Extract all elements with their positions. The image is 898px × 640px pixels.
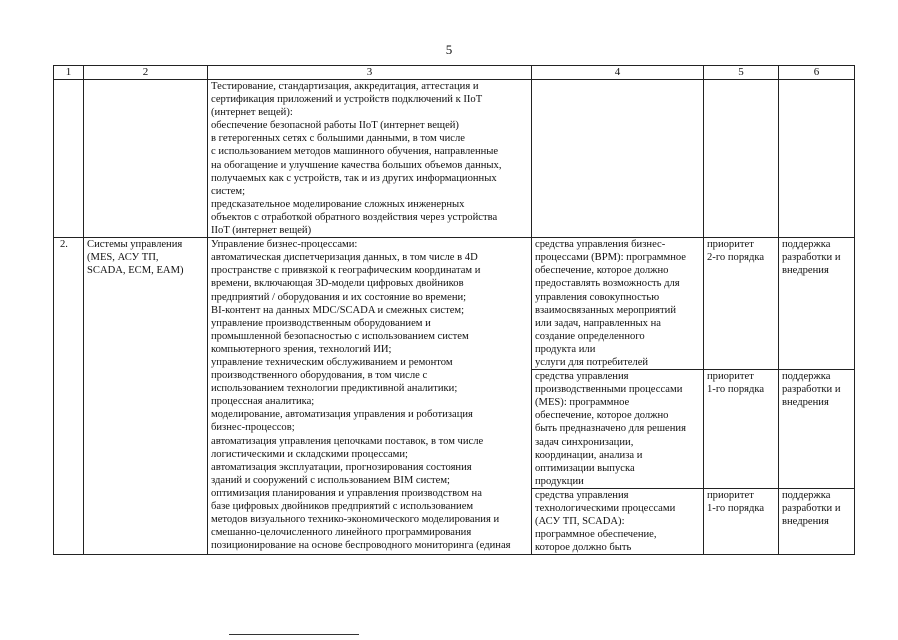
requirements-table xyxy=(53,65,855,555)
text-line: Системы управления xyxy=(87,239,183,251)
text-line: времени, включающая 3D-модели цифровых двойников xyxy=(211,278,464,290)
text-line: систем; xyxy=(211,185,246,197)
text-line: логистическими и складскими процессами; xyxy=(211,448,408,460)
text-line: (MES, АСУ ТП, xyxy=(87,252,159,264)
software-class-scada xyxy=(532,488,704,554)
software-class-bpm xyxy=(532,238,704,370)
text-line: BI-контент на данных MDC/SCADA и смежных систем; xyxy=(211,304,465,316)
cell-empty xyxy=(54,80,84,238)
text-line: взаимосвязанных мероприятий xyxy=(535,304,677,316)
text-line: моделирование, автоматизация управления и роботизация xyxy=(211,409,473,421)
text-line: обеспечение безопасной работы IIoT (интернет вещей) xyxy=(211,120,459,132)
cell-empty xyxy=(532,80,704,238)
text-line: SCADA, ECM, EAM) xyxy=(87,265,184,277)
header-col-5: 5 xyxy=(704,66,779,80)
row-number: 2. xyxy=(54,238,84,555)
cell-empty xyxy=(704,80,779,238)
text-line: производственного оборудования, в том числе с xyxy=(211,370,428,382)
text-line: внедрения xyxy=(782,516,829,528)
text-line: приоритет xyxy=(707,489,754,501)
text-line: производственными процессами xyxy=(535,384,683,396)
text-line: обеспечение, которое должно xyxy=(535,265,669,277)
support-measure-bpm xyxy=(779,238,855,370)
text-line: получаемых как с устройств, так и из других информационных xyxy=(211,172,497,184)
header-col-3: 3 xyxy=(208,66,532,80)
text-line: автоматизация эксплуатации, прогнозирования состояния xyxy=(211,461,472,473)
text-line: (интернет вещей): xyxy=(211,107,293,119)
table-row-continued xyxy=(54,80,855,238)
header-col-1: 1 xyxy=(54,66,84,80)
text-line: средства управления бизнес- xyxy=(535,239,666,251)
text-line: (АСУ ТП, SCADA): xyxy=(535,516,625,528)
support-measure-mes xyxy=(779,370,855,489)
text-line: продукта или xyxy=(535,343,596,355)
text-line: Управление бизнес-процессами: xyxy=(211,239,358,251)
text-line: предоставлять возможность для xyxy=(535,278,680,290)
text-line: 2-го порядка xyxy=(707,252,765,264)
text-line: позиционирование на основе беспроводного мониторинга (единая xyxy=(211,540,511,552)
text-line: поддержка xyxy=(782,239,831,251)
priority-scada xyxy=(704,488,779,554)
cell-empty xyxy=(779,80,855,238)
text-line: методов визуального технико-экономического моделирования и xyxy=(211,514,500,526)
text-line: объектов с отработкой обратного воздействия через устройства xyxy=(211,211,498,223)
text-line: в гетерогенных сетях с большими данными, в том числе xyxy=(211,133,465,145)
header-col-2: 2 xyxy=(84,66,208,80)
text-line: внедрения xyxy=(782,265,829,277)
priority-mes xyxy=(704,370,779,489)
text-line: промышленной безопасностью с использованием систем xyxy=(211,330,469,342)
text-line: поддержка xyxy=(782,489,831,501)
footer-rule xyxy=(229,634,359,635)
text-line: предсказательное моделирование сложных инженерных xyxy=(211,198,465,210)
text-line: оптимизации выпуска xyxy=(535,462,635,474)
text-line: предприятий / оборудования и их состояние во времени; xyxy=(211,291,467,303)
text-line: сертификация приложений и устройств подключений к IIoT xyxy=(211,94,483,106)
text-line: использованием технологии предиктивной аналитики; xyxy=(211,383,458,395)
text-line: услуги для потребителей xyxy=(535,356,649,368)
cell-requirements xyxy=(208,238,532,555)
text-line: разработки и xyxy=(782,384,841,396)
text-line: оптимизация планирования и управления производством на xyxy=(211,487,482,499)
text-line: 1-го порядка xyxy=(707,384,765,396)
text-line: на обогащение и улучшение качества больших объемов данных, xyxy=(211,159,502,171)
text-line: с использованием методов машинного обучения, направленные xyxy=(211,146,499,158)
table-row-2a xyxy=(54,238,855,370)
text-line: задач синхронизации, xyxy=(535,436,634,448)
text-line: управления совокупностью xyxy=(535,291,660,303)
text-line: автоматическая диспетчеризация данных, в том числе в 4D xyxy=(211,252,478,264)
cell-requirements-continued xyxy=(208,80,532,238)
page-number: 5 xyxy=(445,42,453,57)
text-line: быть предназначено для решения xyxy=(535,423,686,435)
text-line: или задач, направленных на xyxy=(535,317,661,329)
text-line: средства управления xyxy=(535,371,629,383)
text-line: управление техническим обслуживанием и ремонтом xyxy=(211,356,453,368)
text-line: технологическими процессами xyxy=(535,503,676,514)
text-line: координации, анализа и xyxy=(535,449,643,461)
text-line: процессная аналитика; xyxy=(211,396,315,408)
text-line: пространстве с привязкой к географическим координатам и xyxy=(211,265,481,277)
text-line: которое должно быть xyxy=(535,542,632,554)
text-line: автоматизация управления цепочками поставок, в том числе xyxy=(211,435,484,447)
text-line: управление производственным оборудованием и xyxy=(211,317,431,329)
text-line: (MES): программное xyxy=(535,397,630,409)
text-line: средства управления xyxy=(535,489,629,501)
text-line: поддержка xyxy=(782,371,831,383)
text-line: приоритет xyxy=(707,239,754,251)
priority-bpm xyxy=(704,238,779,370)
text-line: внедрения xyxy=(782,397,829,409)
text-line: процессами (BPM): программное xyxy=(535,252,686,264)
text-line: разработки и xyxy=(782,503,841,514)
text-line: смешанно-целочисленного линейного программирования xyxy=(211,527,472,539)
text-line: программное обеспечение, xyxy=(535,529,657,541)
text-line: зданий и сооружений с использованием BIM систем; xyxy=(211,474,450,486)
text-line: создание определенного xyxy=(535,330,645,342)
table-header-row xyxy=(54,66,855,80)
text-line: продукции xyxy=(535,475,584,487)
text-line: приоритет xyxy=(707,371,754,383)
text-line: 1-го порядка xyxy=(707,503,765,514)
text-line: базе цифровых двойников предприятий с использованием xyxy=(211,501,474,512)
header-col-6: 6 xyxy=(779,66,855,80)
text-line: компьютерного зрения, технологий ИИ; xyxy=(211,343,392,355)
system-category xyxy=(84,238,208,555)
header-col-4: 4 xyxy=(532,66,704,80)
support-measure-scada xyxy=(779,488,855,554)
software-class-mes xyxy=(532,370,704,489)
text-line: Тестирование, стандартизация, аккредитация, аттестация и xyxy=(211,81,479,92)
text-line: IIoT (интернет вещей) xyxy=(211,225,312,237)
text-line: бизнес-процессов; xyxy=(211,422,295,434)
cell-empty xyxy=(84,80,208,238)
text-line: разработки и xyxy=(782,252,841,264)
text-line: обеспечение, которое должно xyxy=(535,410,669,422)
